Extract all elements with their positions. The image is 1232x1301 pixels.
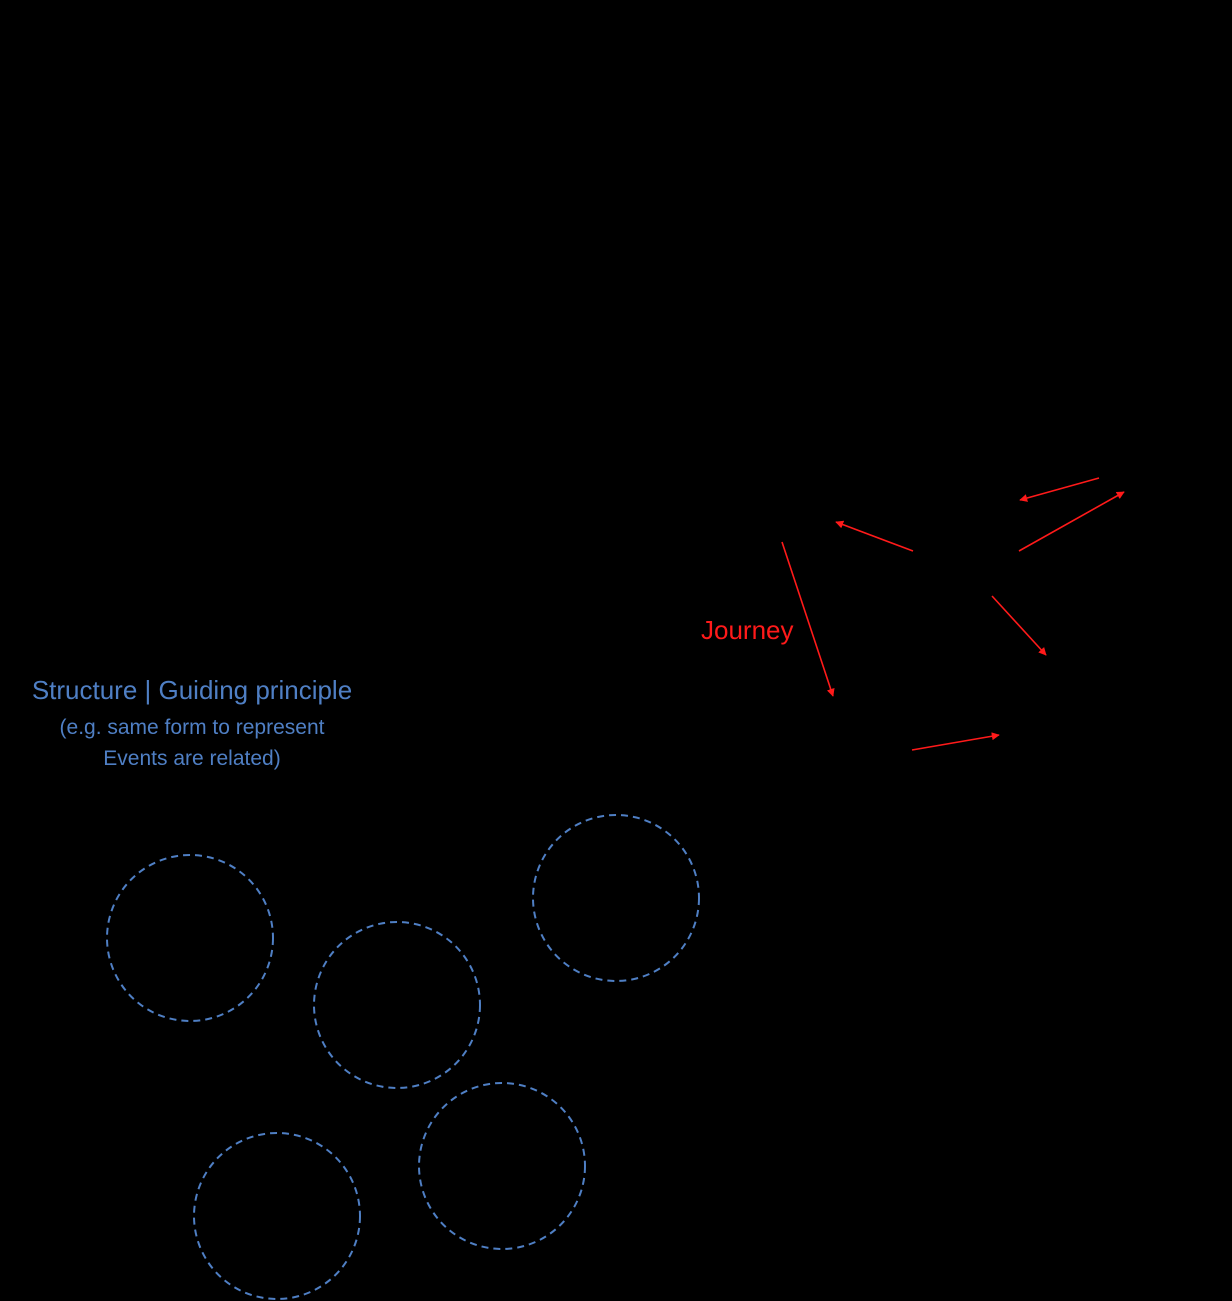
journey-arrows xyxy=(782,478,1124,750)
structure-circle-2 xyxy=(314,922,480,1088)
structure-title: Structure | Guiding principle xyxy=(31,675,353,705)
journey-arrow-4 xyxy=(1020,478,1099,500)
journey-arrow-2 xyxy=(836,522,913,551)
journey-label: Journey xyxy=(701,615,794,645)
journey-arrow-6 xyxy=(912,735,999,750)
structure-note: (e.g. same form to represent Events are related) xyxy=(59,716,325,770)
journey-arrow-3 xyxy=(1019,492,1124,551)
structure-circle-3 xyxy=(533,815,699,981)
journey-arrow-5 xyxy=(992,596,1046,655)
structure-circles xyxy=(107,815,699,1299)
structure-circle-1 xyxy=(107,855,273,1021)
structure-circle-5 xyxy=(194,1133,360,1299)
structure-circle-4 xyxy=(419,1083,585,1249)
